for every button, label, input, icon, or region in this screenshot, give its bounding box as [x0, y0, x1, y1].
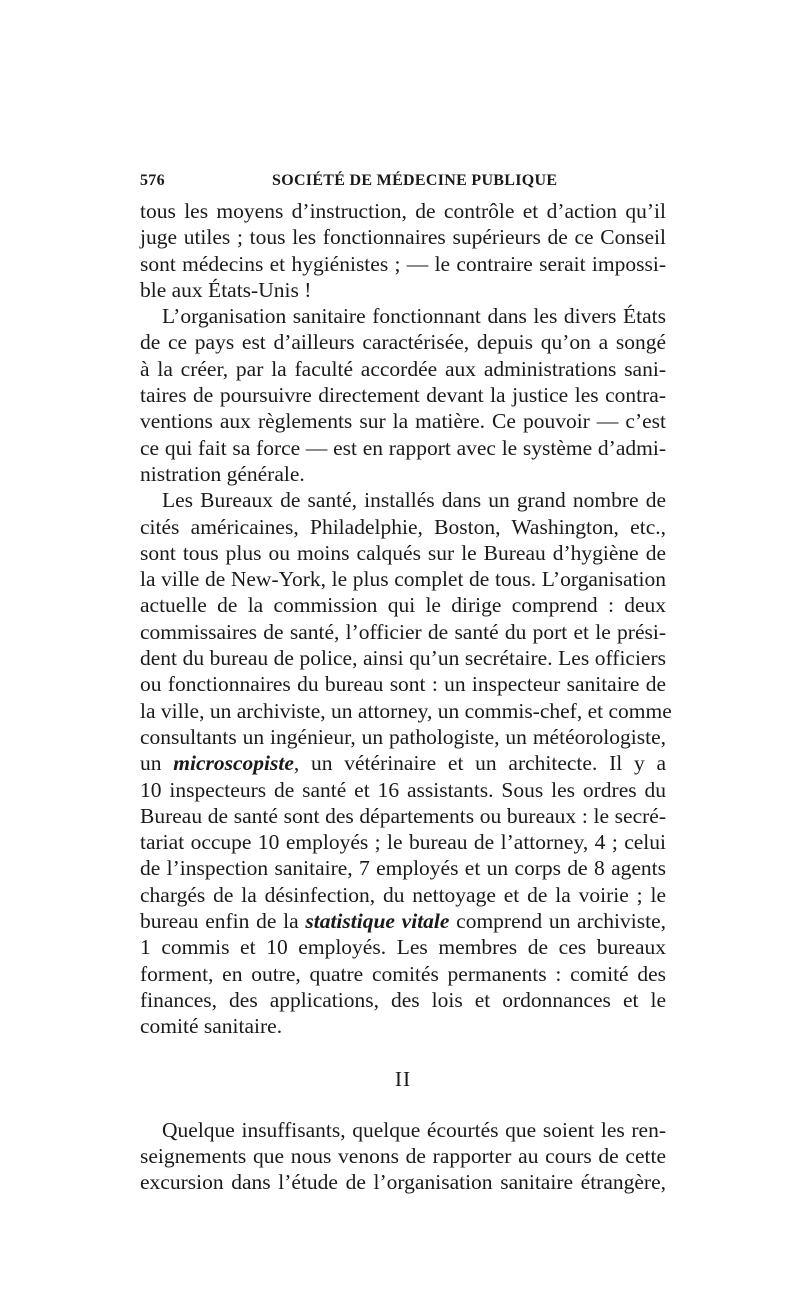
text-line: ce qui fait sa force — est en rapport avec le système d’admi-	[140, 435, 666, 460]
text-run: bureau enfin de la	[140, 909, 306, 934]
text-line: juge utiles ; tous les fonctionnaires supérieurs de ce Conseil	[140, 225, 666, 250]
italic-term: microscopiste	[173, 751, 294, 776]
text-line: de l’inspection sanitaire, 7 employés et un corps de 8 agents	[140, 856, 666, 881]
text-run: comprend un archiviste,	[449, 909, 667, 934]
text-line: ble aux États-Unis !	[140, 277, 312, 302]
text-line: excursion dans l’étude de l’organisation sanitaire étrangère,	[140, 1170, 666, 1195]
text-run: , un vétérinaire et un architecte. Il y a	[293, 751, 666, 776]
text-line: tous les moyens d’instruction, de contrôle et d’action qu’il	[140, 199, 666, 223]
running-head	[140, 172, 666, 194]
text-line: comité sanitaire.	[140, 1014, 283, 1039]
text-line: ou fonctionnaires du bureau sont : un inspecteur sanitaire de	[140, 672, 666, 697]
text-line: de ce pays est d’ailleurs caractérisée, depuis qu’on a songé	[140, 330, 666, 355]
text-line: consultants un ingénieur, un pathologiste, un météorologiste,	[140, 724, 666, 749]
text-line: à la créer, par la faculté accordée aux administrations sani-	[140, 356, 666, 381]
text-line: la ville, un archiviste, un attorney, un commis-chef, et comme	[140, 698, 672, 723]
text-line: sont médecins et hygiénistes ; — le contraire serait impossi-	[140, 251, 666, 276]
running-title: SOCIÉTÉ DE MÉDECINE PUBLIQUE	[272, 172, 558, 189]
text-run: un	[140, 751, 174, 776]
text-line: actuelle de la commission qui le dirige comprend : deux	[140, 593, 666, 618]
text-line: cités américaines, Philadelphie, Boston, Washington, etc.,	[140, 514, 666, 539]
text-line: sont tous plus ou moins calqués sur le Bureau d’hygiène de	[140, 540, 666, 565]
text-line: tariat occupe 10 employés ; le bureau de l’attorney, 4 ; celui	[140, 830, 666, 855]
text-line: forment, en outre, quatre comités permanents : comité des	[140, 961, 666, 986]
text-line: Bureau de santé sont des départements ou bureaux : le secré-	[140, 803, 666, 828]
text-line: taires de poursuivre directement devant la justice les contra-	[140, 383, 666, 408]
text-line: 1 commis et 10 employés. Les membres de ces bureaux	[140, 935, 666, 960]
text-line: finances, des applications, des lois et ordonnances et le	[140, 987, 666, 1012]
text-line: ventions aux règlements sur la matière. Ce pouvoir — c’est	[140, 409, 666, 434]
text-line: nistration générale.	[140, 461, 305, 486]
text-line: Quelque insuffisants, quelque écourtés que soient les ren-	[162, 1117, 666, 1142]
text-line	[140, 908, 666, 934]
text-line: la ville de New-York, le plus complet de tous. L’organisation	[140, 567, 666, 592]
italic-term: statistique vitale	[305, 909, 450, 934]
text-line	[140, 750, 666, 776]
text-line: L’organisation sanitaire fonctionnant dans les divers États	[162, 304, 666, 329]
page-number: 576	[140, 172, 165, 189]
body-text	[140, 198, 672, 1196]
section-heading: II	[394, 1066, 412, 1091]
text-line: commissaires de santé, l’officier de santé du port et le prési-	[140, 619, 666, 644]
text-line: Les Bureaux de santé, installés dans un grand nombre de	[162, 488, 666, 513]
text-line: chargés de la désinfection, du nettoyage et de la voirie ; le	[140, 882, 666, 907]
text-line: 10 inspecteurs de santé et 16 assistants. Sous les ordres du	[140, 777, 666, 802]
text-line: seignements que nous venons de rapporter au cours de cette	[140, 1144, 666, 1169]
text-line: dent du bureau de police, ainsi qu’un secrétaire. Les officiers	[140, 646, 666, 671]
